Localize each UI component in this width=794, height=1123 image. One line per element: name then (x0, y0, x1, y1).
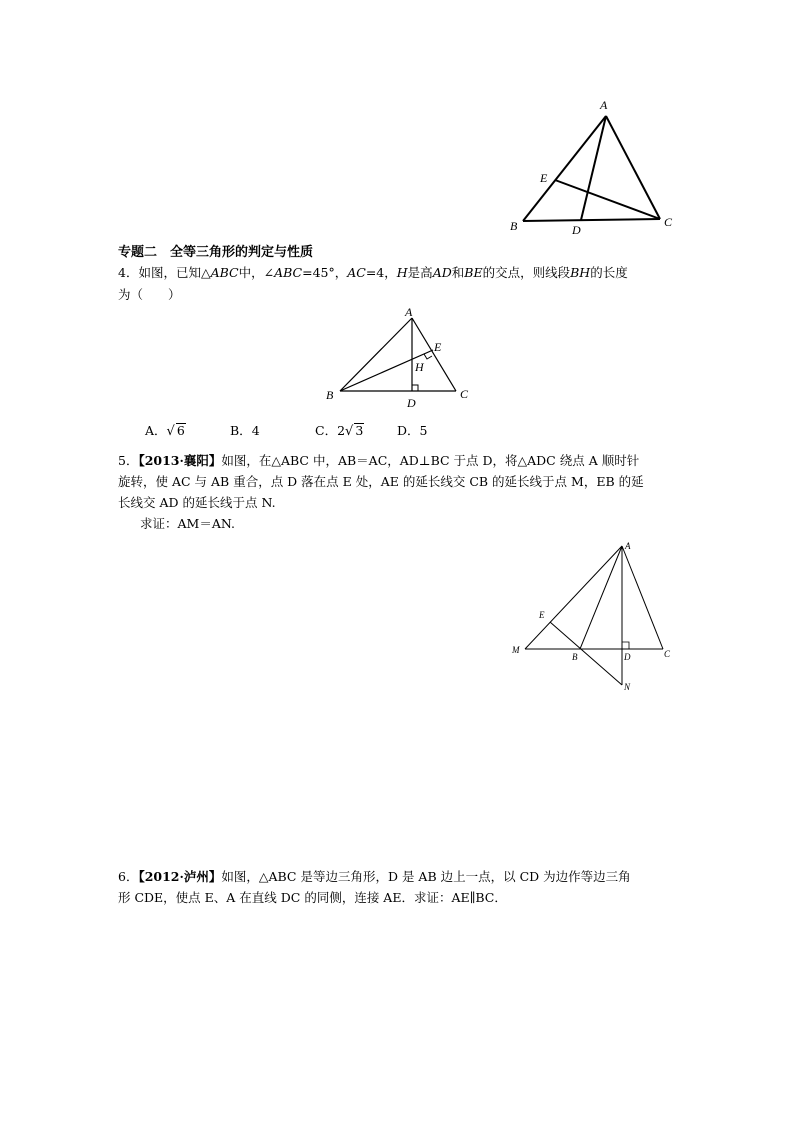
label-c: C (664, 649, 671, 659)
q6-text-1: 如图，△ABC 是等边三角形，D 是 AB 边上一点，以 CD 为边作等边三角 (221, 869, 631, 884)
label-m: M (512, 645, 520, 655)
option-d-value: 5 (419, 423, 428, 438)
q5-line3: 长线交 AD 的延长线于点 N. (118, 495, 276, 510)
label-e: E (539, 610, 545, 620)
label-e: E (434, 340, 442, 354)
label-h: H (415, 360, 424, 374)
q4-number: 4． (118, 265, 139, 280)
option-c-letter: C． (315, 423, 338, 438)
segment-ec (555, 180, 660, 219)
label-d: D (572, 223, 581, 237)
option-a-letter: A． (145, 423, 167, 438)
segment-ac (412, 318, 456, 391)
label-c: C (460, 387, 469, 401)
q6-line2: 形 CDE，使点 E、A 在直线 DC 的同侧，连接 AE．求证：AE∥BC． (118, 890, 507, 905)
option-a-radicand: 6 (176, 423, 185, 438)
q4-text-d: =4， (365, 265, 397, 280)
q5-prove: 求证：AM＝AN. (140, 516, 235, 531)
segment-en (550, 622, 622, 685)
q4-bh: BH (570, 265, 591, 280)
sqrt-icon: √ (166, 424, 175, 439)
segment-ab (580, 546, 622, 649)
label-n: N (624, 682, 631, 692)
q6-number: 6． (118, 869, 139, 884)
q4-ac: AC (347, 265, 366, 280)
q5-line2: 旋转，使 AC 与 AB 重合，点 D 落在点 E 处，AE 的延长线交 CB 的延长线于点 M，EB 的延 (118, 474, 644, 489)
q4-tri: △ABC (200, 265, 239, 280)
q6-source: 【2012·泸州】 (138, 869, 222, 884)
section-heading: 专题二 全等三角形的判定与性质 (118, 245, 314, 260)
option-c-coef: 2 (337, 423, 346, 438)
label-a: A (405, 305, 413, 319)
q4-h: H (396, 265, 408, 280)
label-b: B (510, 219, 518, 233)
label-d: D (624, 652, 631, 662)
label-a: A (600, 98, 608, 112)
label-b: B (572, 652, 578, 662)
segment-bc (523, 219, 660, 221)
q5-text-1: 如图，在△ABC 中，AB＝AC，AD⊥BC 于点 D，将△ADC 绕点 A 顺时针 (221, 453, 640, 468)
label-d: D (407, 396, 416, 410)
option-c-radicand: 3 (355, 423, 364, 438)
segment-ma (525, 546, 622, 649)
option-b-letter: B． (230, 423, 252, 438)
option-b-value: 4 (251, 423, 260, 438)
q4-angle: ∠ABC (263, 265, 303, 280)
option-b[interactable] (230, 421, 260, 439)
q4-line1 (118, 263, 678, 283)
label-b: B (326, 388, 334, 402)
q4-be: BE (464, 265, 483, 280)
segment-ac (606, 116, 660, 219)
segment-ab (340, 318, 412, 391)
q4-text-e: 是高 (407, 265, 433, 280)
q4-text-c: =45°， (302, 265, 348, 280)
right-angle-d (622, 642, 629, 649)
label-c: C (664, 215, 673, 229)
right-angle-e (424, 354, 432, 359)
right-angle-d (412, 385, 418, 391)
figure-triangle-q4 (320, 300, 480, 410)
segment-ac (622, 546, 663, 649)
q5-source: 【2013·襄阳】 (138, 453, 222, 468)
label-e: E (540, 171, 548, 185)
q4-text-f: 和 (451, 265, 465, 280)
figure-triangle-1 (500, 96, 690, 238)
q5-line1 (118, 451, 678, 471)
q4-text-b: 中， (238, 265, 264, 280)
q6-line1 (118, 867, 678, 887)
sqrt-icon: √ (345, 424, 354, 439)
figure-triangle-q5 (505, 535, 680, 695)
label-a: A (625, 541, 631, 551)
option-d-letter: D． (397, 423, 420, 438)
q4-text-h: 的长度 (590, 265, 628, 280)
option-c[interactable] (315, 421, 364, 439)
q5-number: 5． (118, 453, 139, 468)
option-d[interactable] (397, 421, 427, 439)
q4-text-g: 的交点，则线段 (482, 265, 571, 280)
q4-text-a: 如图，已知 (138, 265, 201, 280)
q4-line2: 为（ ） (118, 287, 181, 302)
q4-ad: AD (432, 265, 452, 280)
option-a[interactable] (145, 421, 186, 439)
